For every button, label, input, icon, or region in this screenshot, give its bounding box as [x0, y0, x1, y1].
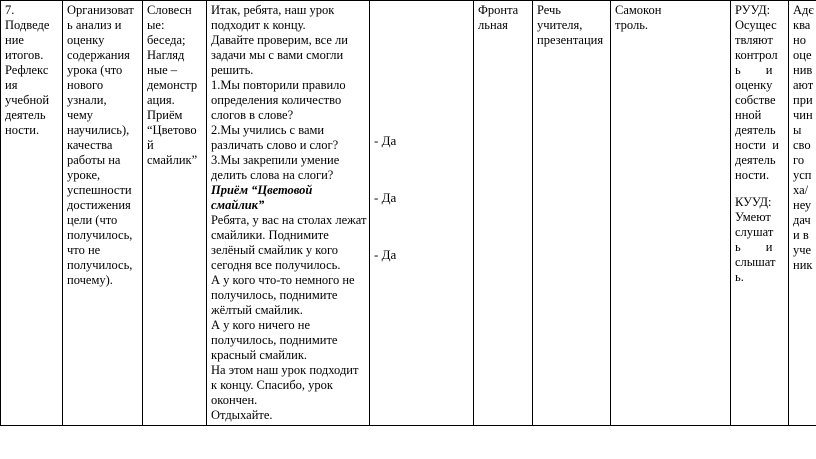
teacher-activity-cell — [207, 1, 370, 426]
goal-cell — [63, 1, 143, 426]
uud-regulative: РУУД: Осущес твляют контрол ь и оценку собстве нной деятель ности и деятель ности. — [735, 3, 779, 182]
answer-2: - Да — [374, 190, 397, 205]
student-answers-cell — [370, 1, 474, 426]
results-text: Адє ква но оце нив ают при чин ы сво го усп ха/ неу дач и в уче ник — [793, 3, 814, 272]
means-text: Речь учителя, презентация — [537, 3, 604, 47]
answer-3: - Да — [374, 247, 397, 262]
stage-cell — [1, 1, 63, 426]
control-text: Самокон троль. — [615, 3, 662, 32]
uud-communicative: КУУД: Умеют слушат ь и слышат ь. — [735, 195, 776, 284]
means-cell — [533, 1, 611, 426]
form-cell — [474, 1, 533, 426]
technique-title: Приём “Цветовой смайлик” — [211, 183, 313, 212]
methods-cell — [143, 1, 207, 426]
teacher-intro: Итак, ребята, наш урок подходит к концу. Давайте проверим, все ли задачи мы с вами смогли решить. 1.Мы повторили правило определения количество слогов в слове? 2.Мы учились с вами различать слово и слог? 3.Мы закрепили умение делить слова на слоги? — [211, 3, 348, 182]
stage-text: 7. Подведе ние итогов. Рефлекс ия учебной деятель ности. — [5, 3, 50, 137]
goal-text: Организоват ь анализ и оценку содержания урока (что нового узнали, чему научились), качества работы на уроке, успешности достижения цели (что получилось, что не получилось, почему). — [67, 3, 134, 287]
results-cell — [789, 1, 816, 426]
form-text: Фронта льная — [478, 3, 519, 32]
methods-text: Словесн ые: беседа; Нагляд ные – демонстр ация. Приём “Цветово й смайлик” — [147, 3, 198, 167]
teacher-body: Ребята, у вас на столах лежат смайлики. Поднимите зелёный смайлик у кого сегодня все получилось. А у кого что-то немного не получилось, поднимите жёлтый смайлик. А у кого ничего не получилось, поднимите красный смайлик. На этом наш урок подходит к концу. Спасибо, урок окончен. Отдыхайте. — [211, 213, 367, 422]
table-row — [1, 1, 816, 426]
uud-cell — [731, 1, 789, 426]
control-cell — [611, 1, 731, 426]
answer-1: - Да — [374, 133, 397, 148]
